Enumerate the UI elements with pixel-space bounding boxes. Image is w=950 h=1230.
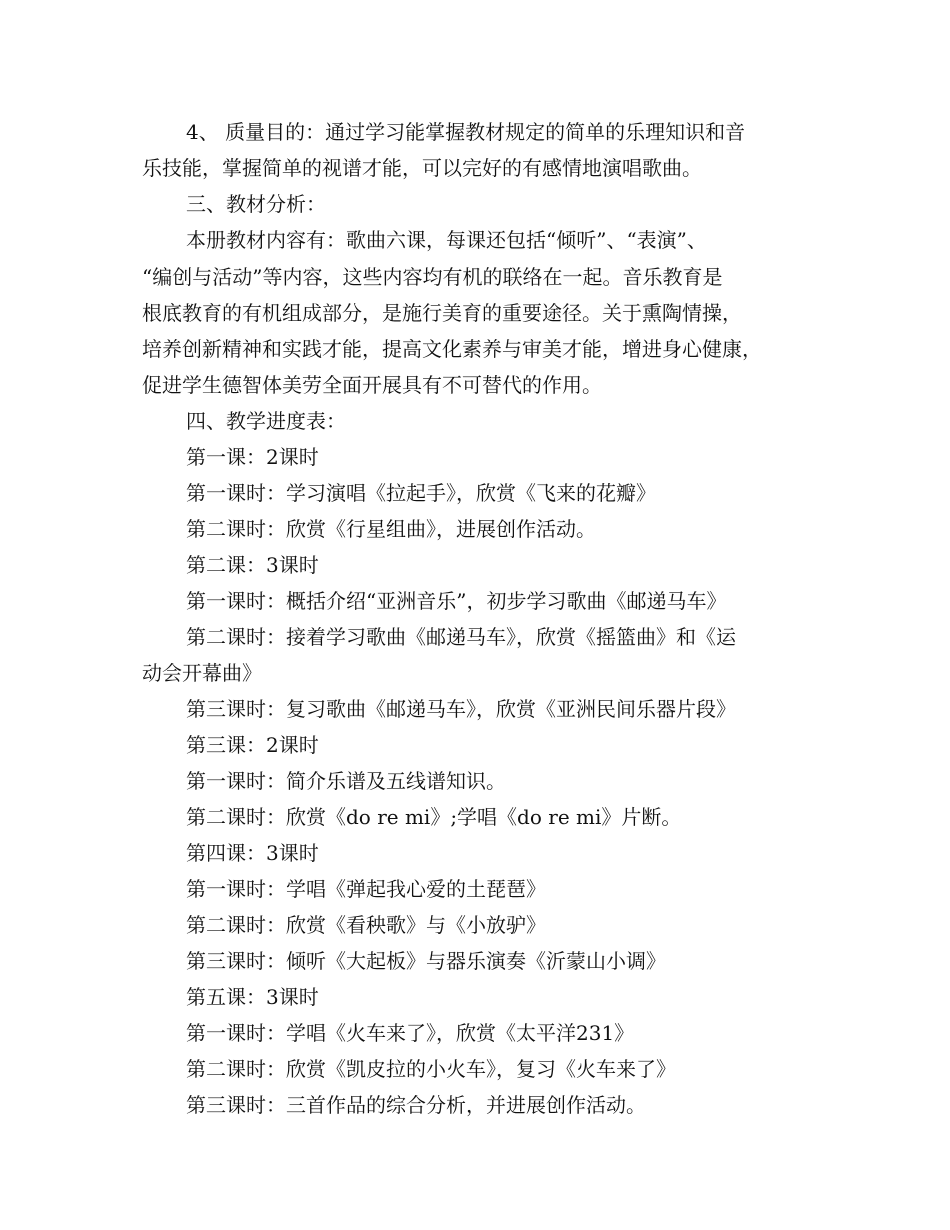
lesson-3-heading: 第三课：2课时: [186, 733, 319, 757]
lesson-4-period-1: 第一课时：学唱《弹起我心爱的土琵琶》: [186, 877, 546, 901]
lesson-2-period-2-line-1: 第二课时：接着学习歌曲《邮递马车》，欣赏《摇篮曲》和《运: [186, 625, 736, 649]
analysis-paragraph-line-5: 促进学生德智体美劳全面开展具有不可替代的作用。: [142, 373, 602, 397]
lesson-5-period-2: 第二课时：欣赏《凯皮拉的小火车》，复习《火车来了》: [186, 1057, 676, 1081]
lesson-1-period-1: 第一课时：学习演唱《拉起手》，欣赏《飞来的花瓣》: [186, 481, 656, 505]
analysis-paragraph-line-4: 培养创新精神和实践才能，提高文化素养与审美才能，增进身心健康，: [142, 337, 762, 361]
lesson-2-heading: 第二课：3课时: [186, 553, 319, 577]
analysis-paragraph-line-2: “编创与活动”等内容，这些内容均有机的联络在一起。音乐教育是: [142, 265, 723, 289]
lesson-3-period-1: 第一课时：简介乐谱及五线谱知识。: [186, 769, 506, 793]
lesson-2-period-2-line-2: 动会开幕曲》: [142, 661, 262, 685]
lesson-2-period-3: 第三课时：复习歌曲《邮递马车》，欣赏《亚洲民间乐器片段》: [186, 697, 736, 721]
lesson-4-period-3: 第三课时：倾听《大起板》与器乐演奏《沂蒙山小调》: [186, 949, 666, 973]
lesson-3-period-2: 第二课时：欣赏《do re mi》;学唱《do re mi》片断。: [186, 805, 682, 829]
analysis-paragraph-line-1: 本册教材内容有：歌曲六课，每课还包括“倾听”、“表演”、: [186, 228, 707, 252]
lesson-4-period-2: 第二课时：欣赏《看秧歌》与《小放驴》: [186, 913, 546, 937]
quality-goal-line-2: 乐技能，掌握简单的视谱才能，可以完好的有感情地演唱歌曲。: [142, 156, 702, 180]
lesson-5-period-3: 第三课时：三首作品的综合分析，并进展创作活动。: [186, 1093, 646, 1117]
section-heading-schedule: 四、教学进度表：: [186, 409, 346, 433]
section-heading-material-analysis: 三、教材分析：: [186, 192, 326, 216]
lesson-5-heading: 第五课：3课时: [186, 985, 319, 1009]
lesson-2-period-1: 第一课时：概括介绍“亚洲音乐”，初步学习歌曲《邮递马车》: [186, 589, 727, 613]
lesson-5-period-1: 第一课时：学唱《火车来了》，欣赏《太平洋231》: [186, 1021, 635, 1045]
lesson-4-heading: 第四课：3课时: [186, 841, 319, 865]
analysis-paragraph-line-3: 根底教育的有机组成部分，是施行美育的重要途径。关于熏陶情操，: [142, 301, 742, 325]
lesson-1-heading: 第一课：2课时: [186, 445, 319, 469]
lesson-1-period-2: 第二课时：欣赏《行星组曲》，进展创作活动。: [186, 517, 596, 541]
quality-goal-line-1: 4、 质量目的：通过学习能掌握教材规定的简单的乐理知识和音: [186, 120, 746, 144]
